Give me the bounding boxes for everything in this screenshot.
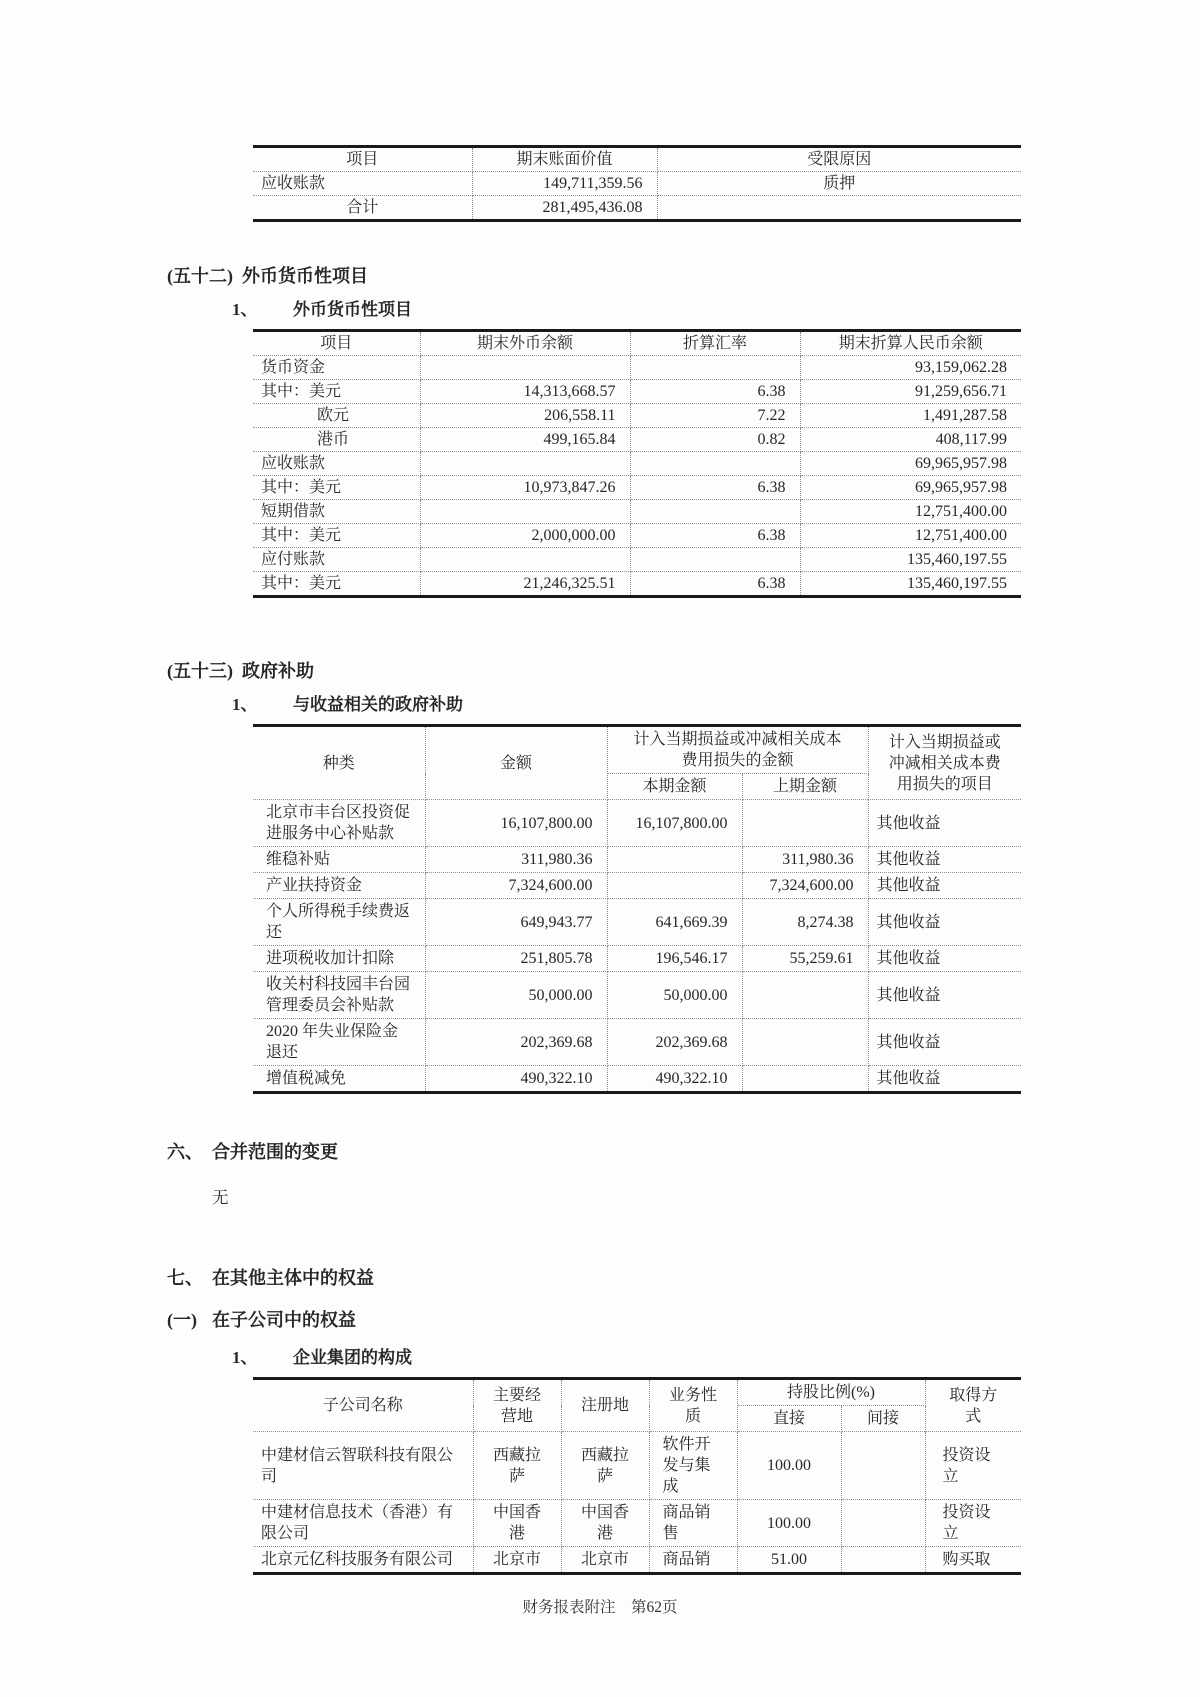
- section-title: 在其他主体中的权益: [212, 1268, 374, 1288]
- cell-reg: 西藏拉萨: [561, 1432, 649, 1500]
- cell-fc: 499,165.84: [420, 428, 630, 452]
- cell-reason: 质押: [657, 172, 1021, 196]
- table-header-row: [253, 147, 1021, 172]
- table-header-row: [253, 331, 1021, 356]
- table-row: [253, 172, 1021, 196]
- cell-prior: 7,324,600.00: [742, 873, 868, 899]
- cell-item: 其他收益: [868, 972, 1021, 1019]
- col-header-item: 项目: [253, 331, 420, 356]
- table-row: [253, 380, 1021, 404]
- restricted-assets-table: [253, 145, 1021, 222]
- cell-indirect: [841, 1547, 925, 1574]
- col-header-fc-balance: 期末外币余额: [420, 331, 630, 356]
- col-header-prior-period: 上期金额: [742, 774, 868, 800]
- table-row: [253, 356, 1021, 380]
- table-row: [253, 1019, 1021, 1066]
- cell-fc: 10,973,847.26: [420, 476, 630, 500]
- cell-item: 欧元: [253, 404, 420, 428]
- table-row: [253, 476, 1021, 500]
- cell-amount: 311,980.36: [425, 847, 607, 873]
- cell-fc: 206,558.11: [420, 404, 630, 428]
- section-title: 政府补助: [242, 661, 314, 681]
- cell-item: 其他收益: [868, 899, 1021, 946]
- col-header-pl-item: 计入当期损益或冲减相关成本费用损失的项目: [868, 726, 1021, 800]
- col-header-registered-place: 注册地: [561, 1379, 649, 1432]
- cell-rmb: 135,460,197.55: [800, 548, 1021, 572]
- col-header-reason: 受限原因: [657, 147, 1021, 172]
- cell-item: 其他收益: [868, 847, 1021, 873]
- cell-rate: 7.22: [630, 404, 800, 428]
- cell-fc: 21,246,325.51: [420, 572, 630, 597]
- col-header-indirect: 间接: [841, 1406, 925, 1432]
- subsection-title: 企业集团的构成: [293, 1348, 412, 1367]
- table-header-row: [253, 1379, 1021, 1406]
- cell-nature: 软件开发与集成: [649, 1432, 737, 1500]
- government-grants-table: [253, 724, 1021, 1094]
- cell-amount: 50,000.00: [425, 972, 607, 1019]
- cell-current: [607, 847, 742, 873]
- subsection-number: 1、: [232, 300, 258, 319]
- subsidiaries-table: [253, 1377, 1021, 1575]
- cell-nature: 商品销: [649, 1547, 737, 1574]
- section-number: (五十二): [167, 266, 233, 286]
- cell-amount: 649,943.77: [425, 899, 607, 946]
- table-row: [253, 524, 1021, 548]
- section-number: (五十三): [167, 661, 233, 681]
- table-row: [253, 873, 1021, 899]
- cell-place: 中国香港: [473, 1500, 561, 1547]
- cell-rmb: 408,117.99: [800, 428, 1021, 452]
- cell-reg: 北京市: [561, 1547, 649, 1574]
- cell-current: 196,546.17: [607, 946, 742, 972]
- col-header-item: 项目: [253, 147, 472, 172]
- cell-rate: 6.38: [630, 572, 800, 597]
- col-header-shareholding-group: 持股比例(%): [737, 1379, 925, 1406]
- cell-amount: 490,322.10: [425, 1066, 607, 1093]
- cell-prior: [742, 1019, 868, 1066]
- cell-reason: [657, 196, 1021, 221]
- cell-rate: 6.38: [630, 476, 800, 500]
- section-title: 在子公司中的权益: [212, 1310, 356, 1330]
- table-row: [253, 548, 1021, 572]
- cell-amount: 202,369.68: [425, 1019, 607, 1066]
- cell-indirect: [841, 1432, 925, 1500]
- section-number: (一): [167, 1310, 197, 1330]
- cell-rate: [630, 548, 800, 572]
- table-row: [253, 1432, 1021, 1500]
- table-header-row: [253, 726, 1021, 774]
- cell-method: 投资设立: [925, 1500, 1021, 1547]
- cell-kind: 北京市丰台区投资促进服务中心补贴款: [253, 800, 425, 847]
- cell-rate: [630, 452, 800, 476]
- cell-item: 港币: [253, 428, 420, 452]
- cell-kind: 个人所得税手续费返还: [253, 899, 425, 946]
- table-row: [253, 972, 1021, 1019]
- cell-current: 50,000.00: [607, 972, 742, 1019]
- cell-item: 货币资金: [253, 356, 420, 380]
- cell-kind: 进项税收加计扣除: [253, 946, 425, 972]
- col-header-current-period: 本期金额: [607, 774, 742, 800]
- col-header-direct: 直接: [737, 1406, 841, 1432]
- section-7-heading: [167, 1267, 1200, 1289]
- cell-prior: 55,259.61: [742, 946, 868, 972]
- cell-nature: 商品销售: [649, 1500, 737, 1547]
- cell-name: 中建材信云智联科技有限公司: [253, 1432, 473, 1500]
- col-header-pl-amount-group: 计入当期损益或冲减相关成本费用损失的金额: [607, 726, 868, 774]
- subsection-title: 外币货币性项目: [293, 300, 412, 319]
- cell-name: 北京元亿科技服务有限公司: [253, 1547, 473, 1574]
- cell-fc: [420, 452, 630, 476]
- cell-current: 202,369.68: [607, 1019, 742, 1066]
- table-row: [253, 1547, 1021, 1574]
- col-header-rate: 折算汇率: [630, 331, 800, 356]
- cell-value: 149,711,359.56: [472, 172, 657, 196]
- cell-current: 16,107,800.00: [607, 800, 742, 847]
- cell-prior: [742, 800, 868, 847]
- cell-rmb: 91,259,656.71: [800, 380, 1021, 404]
- cell-kind: 收关村科技园丰台园管理委员会补贴款: [253, 972, 425, 1019]
- cell-rmb: 69,965,957.98: [800, 452, 1021, 476]
- cell-fc: [420, 500, 630, 524]
- cell-fc: [420, 548, 630, 572]
- subsection-title: 与收益相关的政府补助: [293, 695, 463, 714]
- col-header-acquisition-method: 取得方式: [925, 1379, 1021, 1432]
- table-row: [253, 946, 1021, 972]
- table-row: [253, 452, 1021, 476]
- cell-item: 应付账款: [253, 548, 420, 572]
- cell-kind: 增值税减免: [253, 1066, 425, 1093]
- cell-rmb: 12,751,400.00: [800, 524, 1021, 548]
- section-number: 六、: [167, 1142, 203, 1162]
- cell-direct: 100.00: [737, 1500, 841, 1547]
- page-footer: 财务报表附注 第62页: [522, 1599, 678, 1616]
- section-number: 七、: [167, 1268, 203, 1288]
- cell-reg: 中国香港: [561, 1500, 649, 1547]
- cell-indirect: [841, 1500, 925, 1547]
- cell-name: 中建材信息技术（香港）有限公司: [253, 1500, 473, 1547]
- cell-item: 合计: [253, 196, 472, 221]
- cell-method: 投资设立: [925, 1432, 1021, 1500]
- cell-fc: [420, 356, 630, 380]
- cell-rate: 6.38: [630, 380, 800, 404]
- section-title: 外币货币性项目: [242, 266, 368, 286]
- cell-direct: 51.00: [737, 1547, 841, 1574]
- table-row: [253, 1066, 1021, 1093]
- cell-place: 西藏拉萨: [473, 1432, 561, 1500]
- cell-rmb: 12,751,400.00: [800, 500, 1021, 524]
- cell-item: 应收账款: [253, 172, 472, 196]
- subsection-52-1-heading: [232, 299, 1200, 321]
- cell-item: 其他收益: [868, 873, 1021, 899]
- table-row: [253, 196, 1021, 221]
- col-header-business-place: 主要经营地: [473, 1379, 561, 1432]
- section-52-heading: [167, 265, 1200, 287]
- cell-item: 其他收益: [868, 1066, 1021, 1093]
- cell-rate: 6.38: [630, 524, 800, 548]
- cell-prior: [742, 972, 868, 1019]
- cell-prior: 8,274.38: [742, 899, 868, 946]
- cell-rate: [630, 356, 800, 380]
- table-row: [253, 899, 1021, 946]
- table-row: [253, 800, 1021, 847]
- cell-rmb: 135,460,197.55: [800, 572, 1021, 597]
- table-row: [253, 428, 1021, 452]
- cell-place: 北京市: [473, 1547, 561, 1574]
- cell-value: 281,495,436.08: [472, 196, 657, 221]
- cell-item: 应收账款: [253, 452, 420, 476]
- foreign-currency-table: [253, 329, 1021, 598]
- cell-current: [607, 873, 742, 899]
- cell-item: 其中：美元: [253, 380, 420, 404]
- col-header-value: 期末账面价值: [472, 147, 657, 172]
- cell-item: 短期借款: [253, 500, 420, 524]
- cell-prior: [742, 1066, 868, 1093]
- col-header-rmb-balance: 期末折算人民币余额: [800, 331, 1021, 356]
- col-header-kind: 种类: [253, 726, 425, 800]
- cell-item: 其他收益: [868, 946, 1021, 972]
- cell-rate: [630, 500, 800, 524]
- table-row: [253, 1500, 1021, 1547]
- cell-rmb: 69,965,957.98: [800, 476, 1021, 500]
- cell-rate: 0.82: [630, 428, 800, 452]
- table-row: [253, 500, 1021, 524]
- subsection-number: 1、: [232, 1348, 258, 1367]
- subsection-53-1-heading: [232, 694, 1200, 716]
- section-title: 合并范围的变更: [212, 1142, 338, 1162]
- cell-kind: 2020 年失业保险金退还: [253, 1019, 425, 1066]
- cell-item: 其他收益: [868, 1019, 1021, 1066]
- section-6-heading: [167, 1141, 1200, 1163]
- table-row: [253, 572, 1021, 597]
- table-row: [253, 847, 1021, 873]
- cell-current: 641,669.39: [607, 899, 742, 946]
- col-header-business-nature: 业务性质: [649, 1379, 737, 1432]
- table-row: [253, 404, 1021, 428]
- cell-current: 490,322.10: [607, 1066, 742, 1093]
- cell-item: 其中：美元: [253, 476, 420, 500]
- cell-amount: 251,805.78: [425, 946, 607, 972]
- cell-kind: 产业扶持资金: [253, 873, 425, 899]
- cell-rmb: 93,159,062.28: [800, 356, 1021, 380]
- cell-fc: 14,313,668.57: [420, 380, 630, 404]
- cell-prior: 311,980.36: [742, 847, 868, 873]
- section-6-body: 无: [212, 1188, 229, 1207]
- cell-item: 其中：美元: [253, 572, 420, 597]
- subsection-number: 1、: [232, 695, 258, 714]
- cell-fc: 2,000,000.00: [420, 524, 630, 548]
- cell-item: 其他收益: [868, 800, 1021, 847]
- cell-rmb: 1,491,287.58: [800, 404, 1021, 428]
- col-header-amount: 金额: [425, 726, 607, 800]
- cell-item: 其中：美元: [253, 524, 420, 548]
- cell-method: 购买取: [925, 1547, 1021, 1574]
- subsection-7-1-1-heading: [232, 1347, 1200, 1369]
- cell-kind: 维稳补贴: [253, 847, 425, 873]
- cell-direct: 100.00: [737, 1432, 841, 1500]
- cell-amount: 16,107,800.00: [425, 800, 607, 847]
- col-header-subsidiary-name: 子公司名称: [253, 1379, 473, 1432]
- section-53-heading: [167, 660, 1200, 682]
- section-7-1-heading: [167, 1309, 1200, 1331]
- cell-amount: 7,324,600.00: [425, 873, 607, 899]
